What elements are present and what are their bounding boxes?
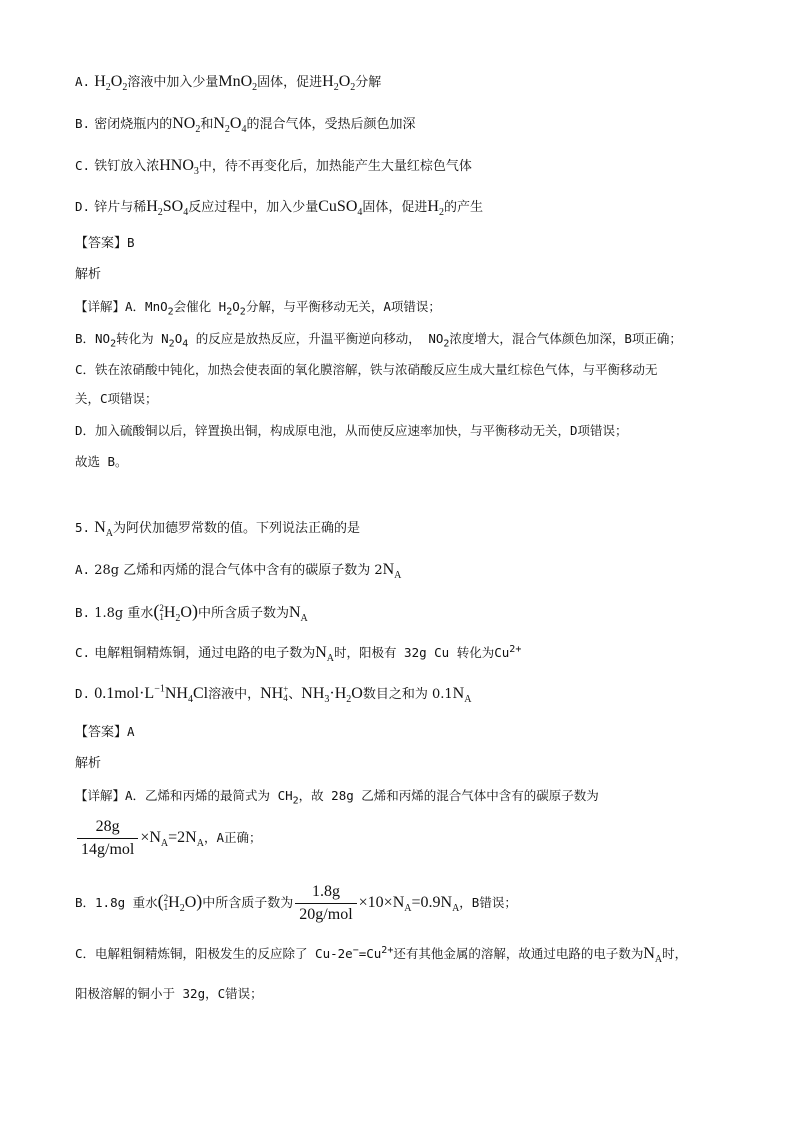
ammonium-ion: NH + 4	[260, 684, 289, 704]
heavy-water-formula: ( 2 1 $H_2O$)	[153, 601, 198, 625]
na-symbol: $N_A$	[643, 945, 663, 966]
h2o2-formula: $H_2O_2$	[94, 73, 128, 94]
q4-answer: 【答案】B	[75, 235, 135, 251]
q5-stem: 5. $N_A$为阿伏加德罗常数的值。下列说法正确的是	[75, 519, 361, 540]
q5-detail-a-fraction: $\frac{28g}{\text{14g/mol}}$ $\times N_A=2N_A$，A正确；	[75, 818, 754, 858]
q4-detail-a: 【详解】A．MnO$_2$会催化 $H_2O_2$分解，与平衡移动无关，A项错误；	[75, 299, 441, 318]
q5-option-c: C. 电解粗铜精炼铜，通过电路的电子数为$N_A$时，阳极有 32g Cu 转化为$Cu^{2+}$	[75, 643, 522, 665]
q4-option-b: B. 密闭烧瓶内的$NO_2$和$N_2O_4$的混合气体，受热后颜色加深	[75, 115, 416, 136]
q4-option-d: D. 锌片与稀$H_2SO_4$反应过程中，加入少量CuSO$_4$固体，促进$H_2$的产生	[75, 198, 483, 219]
concentration: $0.1mol\cdot L^{-1}NH_4Cl$	[94, 683, 209, 706]
ammonia-hydrate: $NH_3\cdot H_2O$	[301, 685, 363, 706]
q5-detail-c-line1: C．电解粗铜精炼铜，阳极发生的反应除了 $Cu-2e^-=Cu^{2+}$还有其他金属的溶解，故通过电路的电子数为$N_A$时，	[75, 944, 688, 966]
q5-answer: 【答案】A	[75, 724, 135, 740]
fraction-1.8g-over-20g: $\frac{1.8g}{\text{20g/mol}}$	[295, 883, 356, 924]
q4-detail-c-line2: 关，C项错误；	[75, 391, 158, 406]
hno3-formula: $HNO_3$	[159, 157, 199, 178]
na-symbol: $N_A$	[94, 519, 113, 540]
q5-option-d: D. $0.1mol\cdot L^{-1}NH_4Cl$溶液中，NH + 4 、$NH_3\cdot H_2O$数目之和为 $0.1N_A$	[75, 683, 472, 706]
q5-option-b: B. 1.8g 重水( 2 1 $H_2O$)中所含质子数为$N_A$	[75, 601, 308, 625]
q4-option-a: A. $H_2O_2$溶液中加入少量MnO$_2$固体，促进$H_2O_2$分解	[75, 73, 382, 94]
q5-detail-c-line2: 阳极溶解的铜小于 32g，C错误；	[75, 986, 263, 1001]
q5-detail-a: 【详解】A．乙烯和丙烯的最简式为 $CH_2$，故 28g 乙烯和丙烯的混合气体中含有的碳原子数为	[75, 788, 599, 807]
na-symbol: $N_A$	[288, 604, 308, 625]
na-symbol: $N_A$	[452, 685, 472, 706]
q4-conclusion: 故选 B。	[75, 454, 128, 469]
q5-detail-b: B．1.8g 重水( 2 1 $H_2O$)中所含质子数为 $\frac{1.8g}{\text{20g/mol}}$ $\times 10\times N_A=0.9N_A$，B错误；	[75, 883, 517, 923]
na-symbol: $N_A$	[382, 561, 402, 582]
h2so4-formula: $H_2SO_4$	[146, 198, 189, 219]
cu2-ion: $Cu^{2+}$	[494, 643, 522, 660]
cuso4-formula: CuSO$_4$	[318, 198, 363, 219]
q4-detail-c-line1: C．铁在浓硝酸中钝化，加热会使表面的氧化膜溶解，铁与浓硝酸反应生成大量红棕色气体，与平衡移动无	[75, 362, 658, 377]
heavy-water-formula: ( 2 1 $H_2O$)	[157, 891, 203, 915]
q4-detail-b: B．$NO_2$转化为 $N_2O_4$ 的反应是放热反应，升温平衡逆向移动， $NO_2$浓度增大，混合气体颜色加深，B项正确；	[75, 331, 682, 350]
fraction-28g-over-14g: $\frac{28g}{\text{14g/mol}}$	[77, 818, 138, 859]
q4-analysis-heading: 解析	[75, 267, 102, 282]
h2-formula: $H_2$	[427, 198, 444, 219]
no2-formula: $NO_2$	[172, 115, 201, 136]
q4-detail-d: D．加入硫酸铜以后，锌置换出铜，构成原电池，从而使反应速率加快，与平衡移动无关，D项错误；	[75, 423, 628, 438]
h2o2-formula: $H_2O_2$	[322, 73, 356, 94]
q5-option-a: A. 28g 乙烯和丙烯的混合气体中含有的碳原子数为 $2N_A$	[75, 561, 402, 582]
n2o4-formula: $N_2O_4$	[213, 115, 247, 136]
mno2-formula: MnO$_2$	[218, 73, 258, 94]
q5-analysis-heading: 解析	[75, 756, 102, 771]
q4-option-c: C. 铁钉放入浓$HNO_3$中，待不再变化后，加热能产生大量红棕色气体	[75, 157, 472, 178]
na-symbol: $N_A$	[315, 644, 335, 665]
